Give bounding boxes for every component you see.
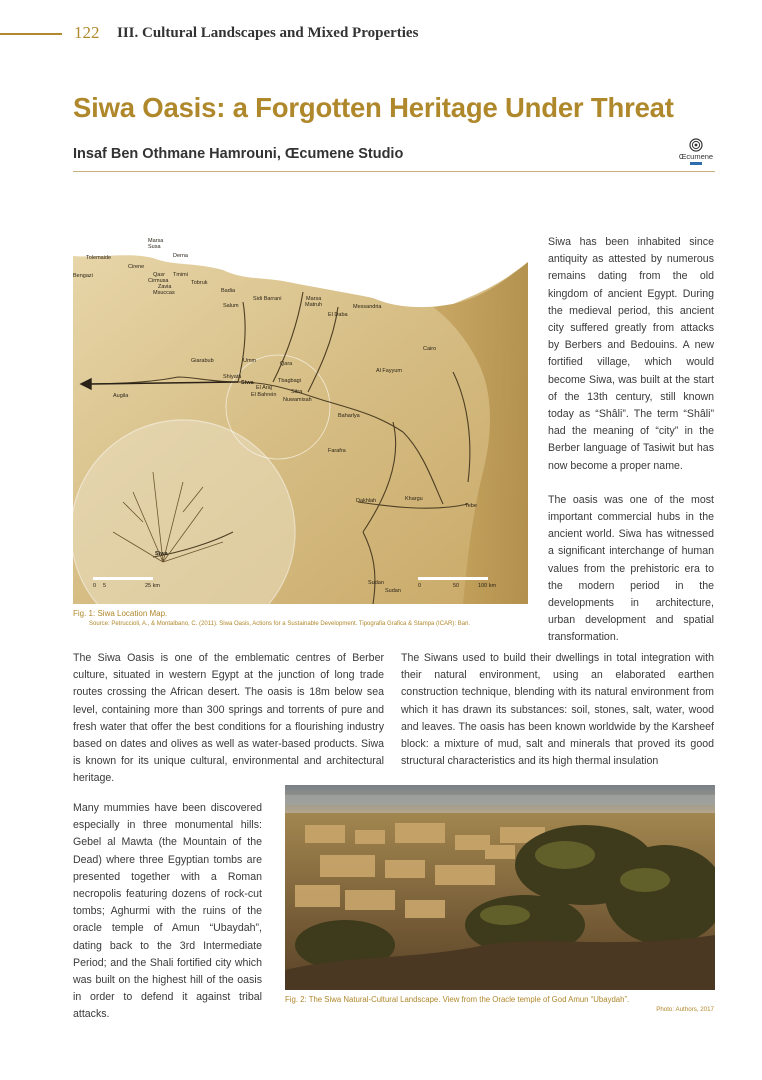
svg-text:Sudan: Sudan [385, 588, 401, 594]
svg-text:Sidi Barrani: Sidi Barrani [253, 296, 282, 302]
svg-text:Zavia: Zavia [158, 284, 172, 290]
svg-text:Susa: Susa [148, 244, 161, 250]
svg-text:Siwa: Siwa [155, 551, 168, 557]
svg-text:Tobruk: Tobruk [191, 280, 208, 286]
figure1-caption-block [73, 608, 470, 630]
photo-svg [285, 785, 715, 990]
svg-text:25 km: 25 km [145, 583, 160, 589]
map-svg [73, 232, 528, 604]
svg-text:Dakhlah: Dakhlah [356, 498, 377, 504]
svg-text:Giarabub: Giarabub [191, 358, 214, 364]
svg-text:Msuccas: Msuccas [153, 290, 175, 296]
svg-text:Badia: Badia [221, 288, 236, 294]
article-author: Insaf Ben Othmane Hamrouni, Œcumene Studio [73, 146, 404, 162]
svg-text:Al Fayyum: Al Fayyum [376, 368, 402, 374]
svg-text:Qasr: Qasr [153, 272, 165, 278]
svg-text:Messandria: Messandria [353, 304, 382, 310]
svg-text:Sudan: Sudan [368, 580, 384, 586]
svg-text:Baharlya: Baharlya [338, 413, 360, 419]
svg-text:Siwa: Siwa [241, 380, 254, 386]
svg-text:Marsa: Marsa [148, 238, 164, 244]
svg-text:0: 0 [418, 583, 422, 589]
section-title: III. Cultural Landscapes and Mixed Properties [117, 25, 419, 41]
svg-text:Umm: Umm [243, 358, 257, 364]
svg-text:Tbagbagi: Tbagbagi [278, 378, 301, 384]
siwa-location-map [73, 232, 528, 604]
svg-text:El Araj: El Araj [256, 385, 272, 391]
figure2-credit: Photo: Authors, 2017 [656, 1006, 714, 1013]
logo-bar [690, 162, 702, 165]
svg-text:0: 0 [93, 583, 97, 589]
svg-text:Cirene: Cirene [128, 264, 145, 270]
svg-text:Qara: Qara [280, 361, 293, 367]
article-title: Siwa Oasis: a Forgotten Heritage Under Threat [73, 92, 674, 123]
svg-text:Bengazi: Bengazi [73, 273, 93, 279]
svg-text:Tebe: Tebe [465, 503, 477, 509]
svg-text:Cirmusa: Cirmusa [148, 278, 169, 284]
svg-text:Salum: Salum [223, 303, 239, 309]
svg-text:Augila: Augila [113, 393, 129, 399]
svg-text:50: 50 [453, 583, 460, 589]
side-paragraph-1: Siwa has been inhabited since antiquity as attested by numerous remains dating from the old kingdom of ancient Egypt. During the medieval period, this ancient city suffered greatly from attacks by Berbers and Bedouins. A new fortified village, which would become Siwa, was built at the start of the 13th century, still known today as “Shâli”. The term “Shâli” had the meaning of “city” in the Berber language of Tasiwit but has now become a proper name. [548, 236, 714, 472]
svg-text:Marsa: Marsa [306, 296, 322, 302]
svg-text:El Bahrein: El Bahrein [251, 392, 277, 398]
title-rule [73, 171, 715, 172]
oecumene-logo [676, 138, 716, 165]
svg-text:5: 5 [103, 583, 107, 589]
svg-text:Cairo: Cairo [423, 346, 437, 352]
figure1-caption: Fig. 1: Siwa Location Map. [73, 609, 168, 618]
svg-text:Matruh: Matruh [305, 302, 323, 308]
logo-text: Œcumene [678, 152, 714, 161]
header-rule [0, 33, 62, 35]
svg-text:Farafra: Farafra [328, 448, 346, 454]
column1-paragraph: The Siwa Oasis is one of the emblematic centres of Berber culture, situated in western Egypt at the junction of long trade routes crossing the African desert. The oasis is 18m below sea level, containing more than 300 springs and torrents of pure and fresh water that offer the best conditions for a flourishing industry based on dates and olives as well as water-based products. Siwa is known for its unique cultural, environmental and architectural heritage. [73, 652, 384, 785]
column2-paragraph: The Siwans used to build their dwellings in total integration with their natural environment, using an elaborated earthen construction technique, blending with its natural environment from which it has drawn its substances: soil, stones, salt, water, wood and leaves. The oasis has been known worldwide by the Karsheef block: a mixture of mud, salt and minerals that proved its good structural characteristics and its high thermal insulation [401, 652, 714, 768]
svg-text:Nuwamisah: Nuwamisah [283, 397, 312, 403]
figure2-caption: Fig. 2: The Siwa Natural-Cultural Landscape. View from the Oracle temple of God Amun “Ubaydah”. [285, 995, 630, 1004]
svg-text:Sitra: Sitra [291, 389, 303, 395]
svg-text:100 km: 100 km [478, 583, 497, 589]
svg-text:Shiyata: Shiyata [223, 374, 242, 380]
column3-paragraph: Many mummies have been discovered especially in three monumental hills: Gebel al Mawta (the Mountain of the Dead) where three Egyptian tombs are presented together with a Roman necropolis featuring dozens of rock-cut tombs; Aghurmi with the ruins of the oracle temple of Amun “Ubaydah”, dating back to the 3rd Intermediate Period; and the Shali fortified city which was built on the highest hill of the oasis in order to defend it against tribal attacks. [73, 802, 262, 1021]
side-paragraph-2: The oasis was one of the most important commercial hubs in the ancient world. Siwa has witnessed a significant interchange of human values from the prehistoric era to the modern period in the developments in architecture, urban development and spatial transformation. [548, 493, 714, 644]
page-number: 122 [74, 23, 100, 42]
svg-text:Tmimi: Tmimi [173, 272, 188, 278]
svg-text:Tolemaide: Tolemaide [86, 255, 112, 261]
side-column [548, 234, 714, 664]
svg-text:El Daba: El Daba [328, 312, 348, 318]
svg-text:Khargu: Khargu [405, 496, 423, 502]
svg-text:Derna: Derna [173, 253, 188, 259]
oecumene-logo-icon [689, 138, 703, 152]
figure1-source: Source: Petruccioli, A., & Montalbano, C. (2011). Siwa Oasis, Actions for a Sustainable Development. Tipografia Grafica & Stampa (ICAR): Bari. [89, 621, 471, 627]
siwa-landscape-photo [285, 785, 715, 990]
